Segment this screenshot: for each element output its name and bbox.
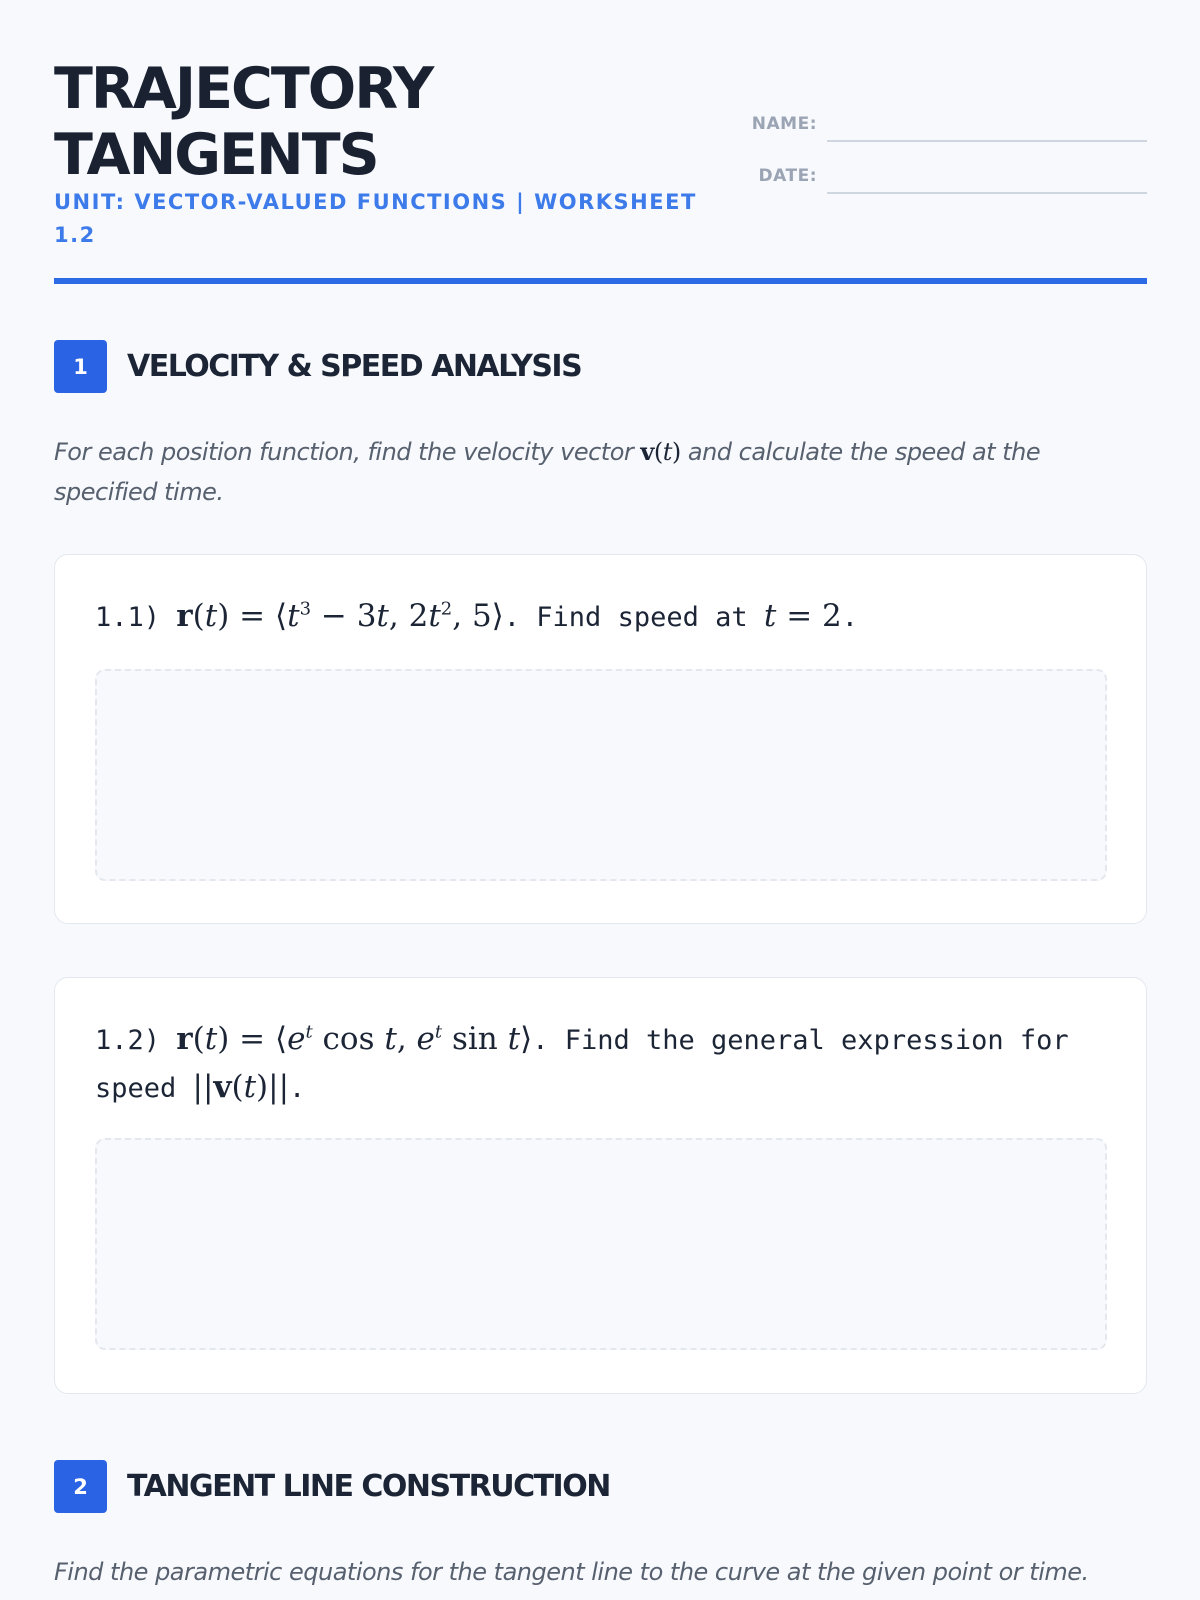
problem-1-2-text: 1.2) $r(t) = ⟨e^t$ cos t, $e^t$ sin t⟩. Find the general expression for speed ||v(t)||. <box>95 1021 1069 1105</box>
velocity-vector-math: v(t) <box>640 437 681 466</box>
date-label: DATE: <box>758 166 817 186</box>
section-1-instructions: For each position function, find the velocity vector v(t) and calculate the speed at the specified time. <box>54 437 1041 506</box>
name-field <box>747 114 1147 154</box>
answer-box-1-1[interactable] <box>95 669 1107 881</box>
section-2-number: 2 <box>54 1460 107 1513</box>
worksheet-header <box>54 56 1147 286</box>
date-line[interactable] <box>827 192 1147 194</box>
problem-1-2-speed: ||v(t)|| <box>192 1069 290 1105</box>
section-1-number: 1 <box>54 340 107 393</box>
header-divider <box>54 278 1147 284</box>
problem-card-1-2 <box>54 977 1147 1394</box>
problem-1-1-time: t = 2 <box>763 598 842 634</box>
answer-box-1-2[interactable] <box>95 1138 1107 1350</box>
section-2-header <box>54 1460 1147 1514</box>
problem-1-1-text: 1.1) $r(t) = ⟨t^3 - 3t$, $2t^2$, 5⟩. Find speed at t = 2. <box>95 598 859 634</box>
name-label: NAME: <box>751 114 817 134</box>
worksheet-page <box>54 0 1147 1600</box>
problem-1-2-label: 1.2) <box>95 1025 161 1056</box>
problem-card-1-1 <box>54 554 1147 924</box>
title-line-1: TRAJECTORY <box>54 56 433 122</box>
problem-1-1-label: 1.1) <box>95 602 161 633</box>
problem-1-2-math: $r(t) = ⟨e^t$ cos t, $e^t$ sin t⟩ <box>176 1021 533 1057</box>
name-line[interactable] <box>827 140 1147 142</box>
section-2-instructions: Find the parametric equations for the tangent line to the curve at the given point or time. <box>54 1558 1089 1586</box>
title-line-2: TANGENTS <box>54 122 378 188</box>
section-1-title: VELOCITY & SPEED ANALYSIS <box>127 349 582 384</box>
date-field <box>747 166 1147 206</box>
section-2-title: TANGENT LINE CONSTRUCTION <box>127 1469 610 1504</box>
problem-1-1-math: $r(t) = ⟨t^3 - 3t$, $2t^2$, 5⟩ <box>176 598 504 634</box>
section-1-header <box>54 340 1147 394</box>
page-title <box>54 56 734 188</box>
unit-subtitle: UNIT: VECTOR-VALUED FUNCTIONS | WORKSHEET 1.2 <box>54 190 697 247</box>
